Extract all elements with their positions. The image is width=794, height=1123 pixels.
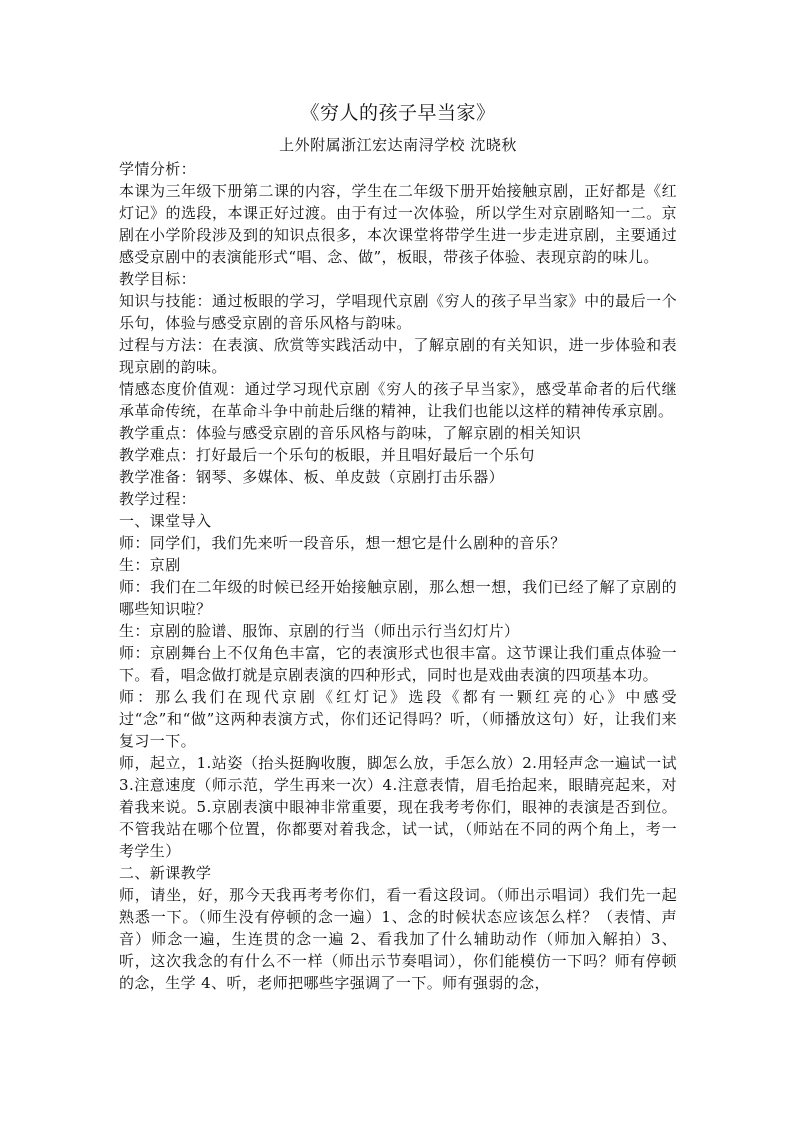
section-heading-new-lesson: 二、新课教学 (119, 864, 212, 882)
author-byline: 上外附属浙江宏达南浔学校 沈晓秋 (279, 136, 517, 154)
paragraph-preparation: 教学准备：钢琴、多媒体、板、单皮鼓（京剧打击乐器） (119, 468, 505, 486)
dialogue-line: 师，请坐，好，那今天我再考考你们，看一看这段词。（师出示唱词）我们先一起熟悉一下。（师生没有停顿的念一遍）1、念的时候状态应该怎么样？（表情、声音）师念一遍，生连贯的念一遍 2、看我加了什么辅助动作（师加入解拍）3、听，这次我念的有什么不一样（师出示节奏唱词），你们能模仿一下吗？师有停顿的念，生学 4、听，老师把哪些字强调了一下。师有强弱的念， (119, 886, 677, 992)
dialogue-line: 师：同学们，我们先来听一段音乐，想一想它是什么剧种的音乐？ (119, 534, 566, 552)
document-title: 《穷人的孩子早当家》 (300, 102, 496, 124)
dialogue-line: 师，起立，1.站姿（抬头挺胸收腹，脚怎么放，手怎么放）2.用轻声念一遍试一试 3.注意速度（师示范，学生再来一次）4.注意表情，眉毛抬起来，眼睛亮起来，对着我来说。5.京剧表演中眼神非常重要，现在我考考你们，眼神的表演是否到位。不管我站在哪个位置，你都要对着我念，试一试，（师站在不同的两个角上，考一考学生） (119, 754, 677, 860)
dialogue-line: 生：京剧 (119, 556, 181, 574)
document-content (119, 98, 677, 994)
section-heading-goals: 教学目标： (119, 270, 197, 288)
paragraph-goal-knowledge: 知识与技能：通过板眼的学习，学唱现代京剧《穷人的孩子早当家》中的最后一个乐句，体验与感受京剧的音乐风格与韵味。 (119, 292, 677, 332)
dialogue-line: 师：京剧舞台上不仅角色丰富，它的表演形式也很丰富。这节课让我们重点体验一下。看，唱念做打就是京剧表演的四种形式，同时也是戏曲表演的四项基本功。 (119, 644, 677, 684)
paragraph-analysis: 本课为三年级下册第二课的内容，学生在二年级下册开始接触京剧，正好都是《红灯记》的选段，本课正好过渡。由于有过一次体验，所以学生对京剧略知一二。京剧在小学阶段涉及到的知识点很多，本次课堂将带学生进一步走进京剧，主要通过感受京剧中的表演能形式“唱、念、做”，板眼，带孩子体验、表现京韵的味儿。 (119, 182, 677, 266)
paragraph-goal-process: 过程与方法：在表演、欣赏等实践活动中，了解京剧的有关知识，进一步体验和表现京剧的韵味。 (119, 336, 677, 376)
dialogue-line: 生：京剧的脸谱、服饰、京剧的行当（师出示行当幻灯片） (119, 622, 520, 640)
dialogue-line: 师：我们在二年级的时候已经开始接触京剧，那么想一想，我们已经了解了京剧的哪些知识啦？ (119, 578, 677, 618)
section-heading-analysis: 学情分析： (119, 160, 197, 178)
section-heading-process: 教学过程： (119, 490, 197, 508)
paragraph-goal-attitude: 情感态度价值观：通过学习现代京剧《穷人的孩子早当家》，感受革命者的后代继承革命传统，在革命斗争中前赴后继的精神，让我们也能以这样的精神传承京剧。 (119, 380, 677, 420)
dialogue-line: 师：那么我们在现代京剧《红灯记》选段《都有一颗红亮的心》中感受过“念”和“做”这两种表演方式，你们还记得吗？听，（师播放这句）好，让我们来复习一下。 (119, 688, 677, 750)
section-heading-intro: 一、课堂导入 (119, 512, 212, 530)
document-body (119, 158, 677, 994)
paragraph-difficulty: 教学难点：打好最后一个乐句的板眼，并且唱好最后一个乐句 (119, 446, 535, 464)
paragraph-key-point: 教学重点：体验与感受京剧的音乐风格与韵味，了解京剧的相关知识 (119, 424, 582, 442)
